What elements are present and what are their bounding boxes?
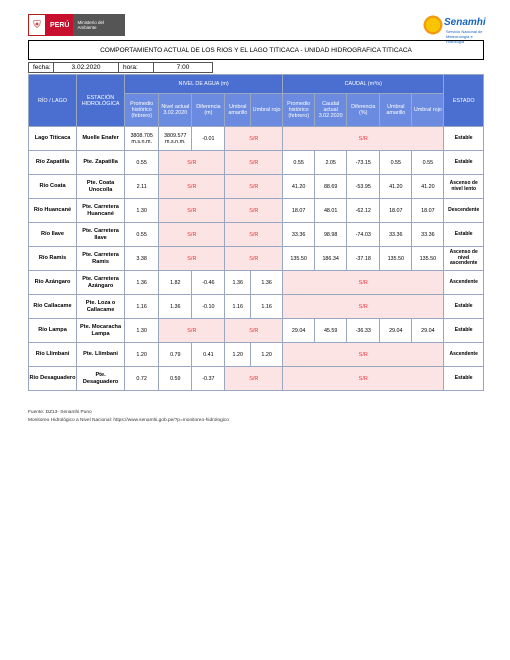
table-cell: S/R <box>225 199 283 223</box>
table-cell: S/R <box>225 367 283 391</box>
table-cell: S/R <box>225 127 283 151</box>
header-level-0: Promedio histórico (febrero) <box>125 94 159 127</box>
table-cell: 0.55 <box>125 223 159 247</box>
table-cell: Río Huancané <box>29 199 77 223</box>
table-cell: Estable <box>444 367 484 391</box>
table-cell: 98.98 <box>315 223 347 247</box>
table-cell: -37.18 <box>347 247 380 271</box>
table-cell: S/R <box>159 247 225 271</box>
river-status-table <box>28 74 484 391</box>
fecha-value: 3.02.2020 <box>53 62 119 73</box>
table-cell: 29.04 <box>283 319 315 343</box>
table-row <box>29 175 484 199</box>
table-cell: Río Ramis <box>29 247 77 271</box>
table-cell: 1.36 <box>251 271 283 295</box>
table-cell: Estable <box>444 151 484 175</box>
table-cell: 1.20 <box>251 343 283 367</box>
table-cell: S/R <box>159 223 225 247</box>
table-row <box>29 271 484 295</box>
table-cell: Río Desaguadero <box>29 367 77 391</box>
table-cell: 18.07 <box>412 199 444 223</box>
table-cell: Estable <box>444 223 484 247</box>
table-cell: S/R <box>283 271 444 295</box>
table-cell: -36.33 <box>347 319 380 343</box>
table-cell: S/R <box>283 295 444 319</box>
report-title: COMPORTAMIENTO ACTUAL DE LOS RIOS Y EL LAGO TITICACA - UNIDAD HIDROGRAFICA TITICACA <box>28 40 484 60</box>
table-cell: S/R <box>225 151 283 175</box>
table-cell: S/R <box>225 175 283 199</box>
table-row <box>29 247 484 271</box>
table-row <box>29 199 484 223</box>
table-cell: 3.38 <box>125 247 159 271</box>
table-cell: 1.16 <box>251 295 283 319</box>
brand-name: Senamhi <box>444 17 486 28</box>
table-cell: Pte. Loza o Callacame <box>77 295 125 319</box>
table-cell: Río Zapatilla <box>29 151 77 175</box>
table-cell: 41.20 <box>412 175 444 199</box>
brand-subtitle: Servicio Nacional de Meteorología e Hidrología <box>446 29 483 44</box>
footer-link: Monitoreo Hidrológico a Nivel Nacional: https://www.senamhi.gob.pe/?p=monitoreo-hidrologico <box>28 418 229 423</box>
fecha-label: fecha: <box>28 62 54 73</box>
header-level-4: Umbral rojo <box>251 94 283 127</box>
header-level-1: Nivel actual 3.02.2020 <box>159 94 192 127</box>
footer-source: Fuente: DZ13- Senamhi Puno <box>28 410 92 415</box>
report-header <box>28 12 486 44</box>
table-cell: 3808.705 m.s.n.m. <box>125 127 159 151</box>
table-cell: 1.16 <box>125 295 159 319</box>
table-cell: 0.55 <box>283 151 315 175</box>
table-cell: Ascenso de nivel ascendente <box>444 247 484 271</box>
table-cell: -74.03 <box>347 223 380 247</box>
table-cell: 1.82 <box>159 271 192 295</box>
table-cell: 1.30 <box>125 319 159 343</box>
table-cell: 0.55 <box>412 151 444 175</box>
table-cell: S/R <box>225 247 283 271</box>
table-cell: S/R <box>225 319 283 343</box>
table-cell: 1.20 <box>125 343 159 367</box>
table-cell: 48.01 <box>315 199 347 223</box>
table-cell: 0.55 <box>380 151 412 175</box>
table-cell: Pte. Carretera Azángaro <box>77 271 125 295</box>
table-cell: 1.36 <box>125 271 159 295</box>
table-row <box>29 295 484 319</box>
header-level-3: Umbral amarillo <box>225 94 251 127</box>
table-cell: 1.36 <box>225 271 251 295</box>
hora-value: 7:00 <box>153 62 213 73</box>
table-cell: 135.50 <box>283 247 315 271</box>
table-cell: Pte. Desaguadero <box>77 367 125 391</box>
table-cell: 18.07 <box>380 199 412 223</box>
table-cell: -53.95 <box>347 175 380 199</box>
header-level-2: Diferencia (m) <box>192 94 225 127</box>
table-row <box>29 127 484 151</box>
table-cell: Estable <box>444 295 484 319</box>
table-row <box>29 367 484 391</box>
table-cell: 41.20 <box>283 175 315 199</box>
table-cell: Ascendente <box>444 343 484 367</box>
table-row <box>29 319 484 343</box>
table-cell: 29.04 <box>380 319 412 343</box>
header-status: ESTADO <box>444 75 484 127</box>
coat-of-arms-icon: ⛨ <box>28 14 46 36</box>
table-cell: -62.12 <box>347 199 380 223</box>
table-cell: -0.37 <box>192 367 225 391</box>
table-cell: Estable <box>444 127 484 151</box>
header-station: ESTACIÓN HIDROLÓGICA <box>77 75 125 127</box>
table-cell: S/R <box>159 175 225 199</box>
table-cell: Pte. Coata Unocolla <box>77 175 125 199</box>
table-cell: S/R <box>283 127 444 151</box>
table-cell: 0.59 <box>159 367 192 391</box>
date-bar <box>28 62 212 73</box>
table-cell: Río Llimbani <box>29 343 77 367</box>
table-cell: 135.50 <box>380 247 412 271</box>
peru-label: PERÚ <box>46 14 73 36</box>
header-level-group: NIVEL DE AGUA (m) <box>125 75 283 94</box>
table-cell: Estable <box>444 319 484 343</box>
header-flow-2: Diferencia (%) <box>347 94 380 127</box>
table-cell: 0.79 <box>159 343 192 367</box>
table-cell: 1.20 <box>225 343 251 367</box>
table-cell: -0.01 <box>192 127 225 151</box>
header-flow-0: Promedio histórico (febrero) <box>283 94 315 127</box>
table-cell: Pte. Carretera Ramis <box>77 247 125 271</box>
table-cell: 41.20 <box>380 175 412 199</box>
table-cell: S/R <box>225 223 283 247</box>
table-cell: S/R <box>283 367 444 391</box>
table-cell: 88.69 <box>315 175 347 199</box>
table-cell: Ascendente <box>444 271 484 295</box>
header-flow-3: Umbral amarillo <box>380 94 412 127</box>
table-cell: S/R <box>159 151 225 175</box>
table-cell: 0.41 <box>192 343 225 367</box>
government-logo <box>28 14 125 36</box>
table-cell: S/R <box>159 199 225 223</box>
table-cell: Pte. Carretera Ilave <box>77 223 125 247</box>
header-flow-4: Umbral rojo <box>412 94 444 127</box>
table-cell: 33.36 <box>283 223 315 247</box>
table-cell: Río Azángaro <box>29 271 77 295</box>
table-cell: 18.07 <box>283 199 315 223</box>
table-cell: Pte. Llimbani <box>77 343 125 367</box>
table-cell: S/R <box>159 319 225 343</box>
sun-icon <box>422 14 444 36</box>
table-cell: 1.36 <box>159 295 192 319</box>
header-flow-1: Caudal actual 3.02.2020 <box>315 94 347 127</box>
table-cell: 45.59 <box>315 319 347 343</box>
table-cell: Lago Titicaca <box>29 127 77 151</box>
table-cell: 33.36 <box>412 223 444 247</box>
table-cell: Río Ilave <box>29 223 77 247</box>
ministry-label: Ministerio del Ambiente <box>73 14 125 36</box>
table-cell: Ascenso de nivel lento <box>444 175 484 199</box>
table-cell: Pte. Zapatilla <box>77 151 125 175</box>
header-flow-group: CAUDAL (m³/s) <box>283 75 444 94</box>
table-cell: 3809.577 m.s.n.m. <box>159 127 192 151</box>
table-cell: Río Lampa <box>29 319 77 343</box>
senamhi-logo <box>422 12 486 44</box>
header-rio: RÍO / LAGO <box>29 75 77 127</box>
table-cell: 0.72 <box>125 367 159 391</box>
table-cell: Río Coata <box>29 175 77 199</box>
table-cell: -0.10 <box>192 295 225 319</box>
table-cell: 2.05 <box>315 151 347 175</box>
table-cell: 0.55 <box>125 151 159 175</box>
table-cell: -73.15 <box>347 151 380 175</box>
table-cell: S/R <box>283 343 444 367</box>
table-cell: Descendente <box>444 199 484 223</box>
table-row <box>29 151 484 175</box>
table-cell: 29.04 <box>412 319 444 343</box>
hora-label: hora: <box>118 62 154 73</box>
table-cell: 33.36 <box>380 223 412 247</box>
table-row <box>29 223 484 247</box>
table-cell: Pte. Mocaracha Lampa <box>77 319 125 343</box>
table-cell: 1.30 <box>125 199 159 223</box>
table-cell: -0.46 <box>192 271 225 295</box>
table-cell: 135.50 <box>412 247 444 271</box>
table-cell: Pte. Carretera Huancané <box>77 199 125 223</box>
table-cell: 1.16 <box>225 295 251 319</box>
table-cell: 186.34 <box>315 247 347 271</box>
table-cell: 2.11 <box>125 175 159 199</box>
table-cell: Río Callacame <box>29 295 77 319</box>
table-row <box>29 343 484 367</box>
table-cell: Muelle Enafer <box>77 127 125 151</box>
